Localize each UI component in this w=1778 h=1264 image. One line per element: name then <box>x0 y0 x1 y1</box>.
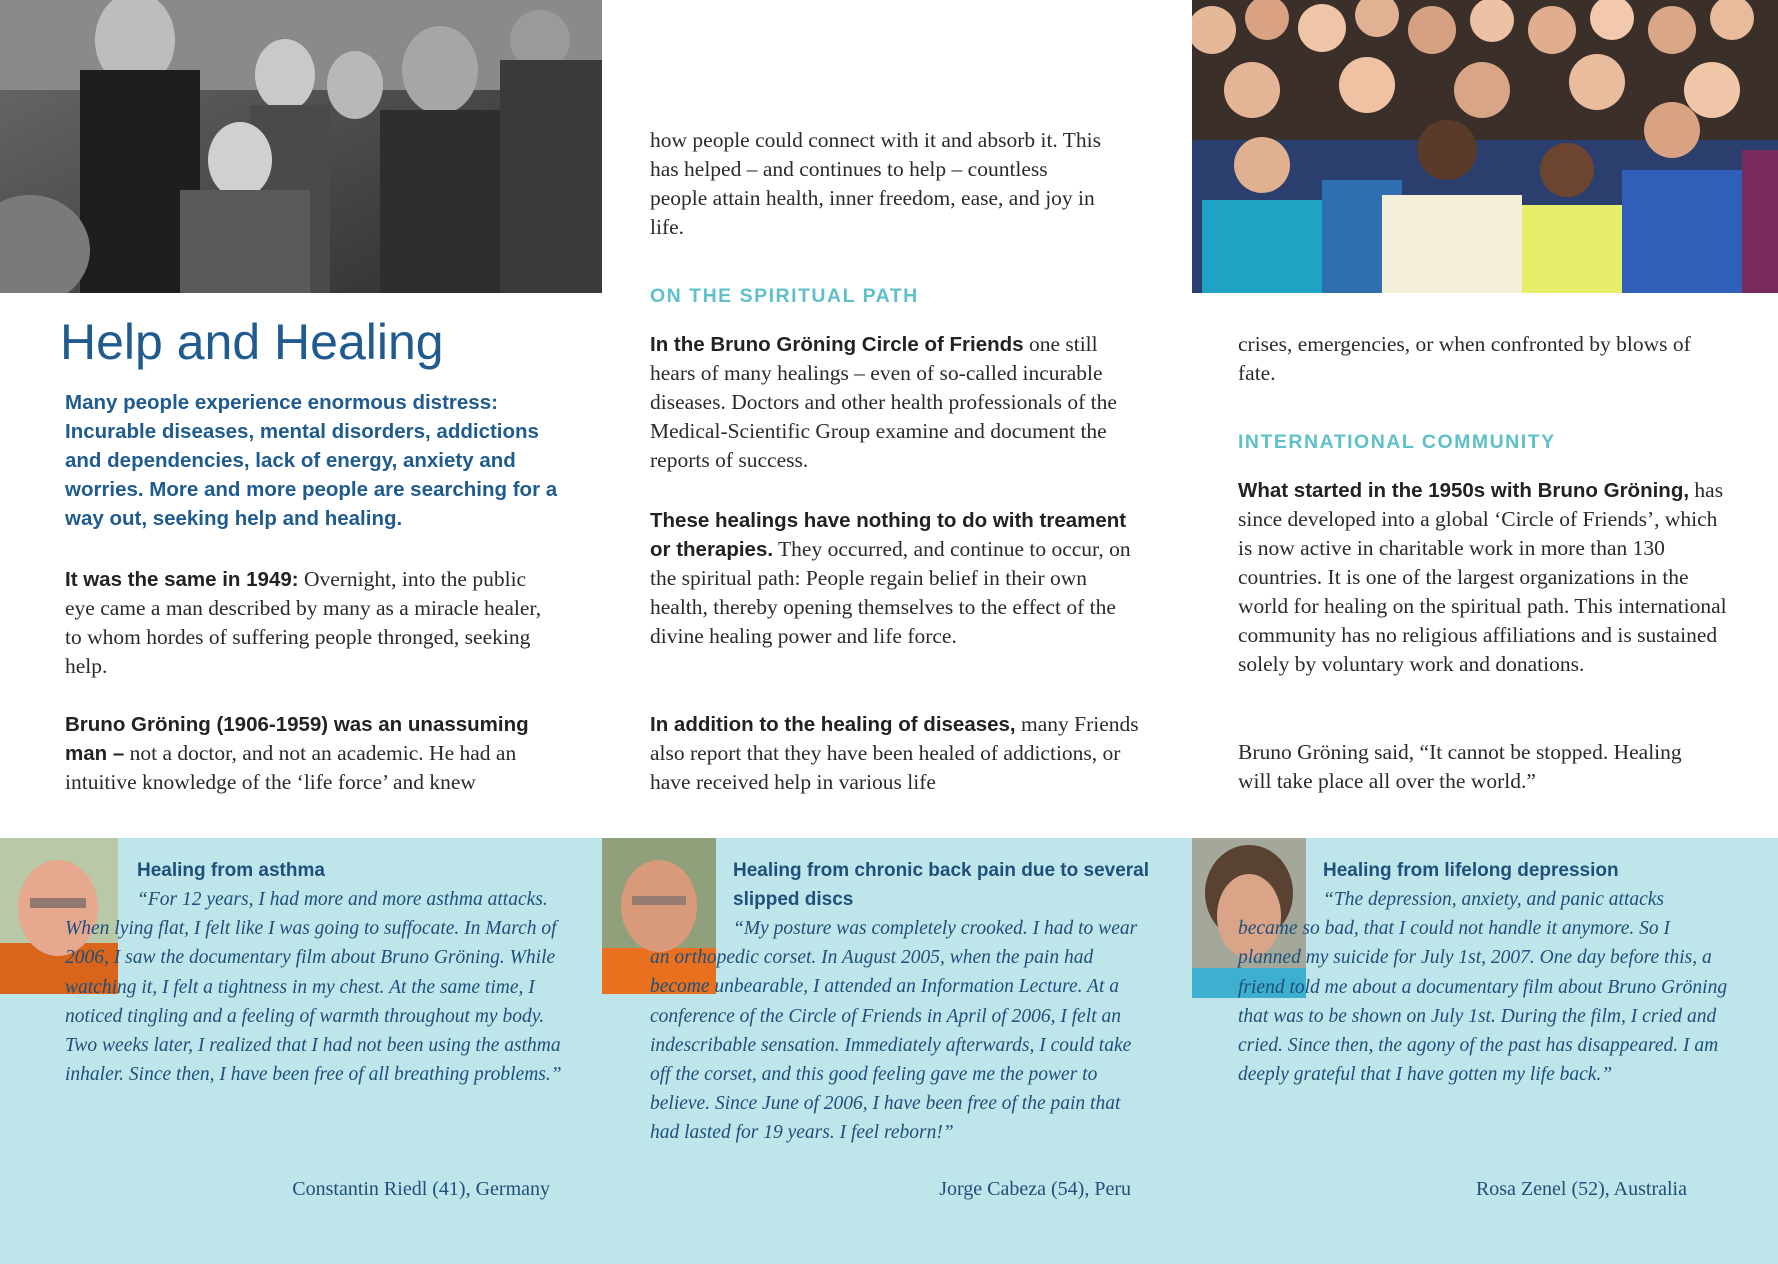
col2-p2-lead: These healings have nothing to do with treament or therapies. <box>650 509 1127 561</box>
col2-p3-lead: In addition to the healing of diseases, <box>650 713 1016 736</box>
testimonial-2-text: “My posture was completely crooked. I had to wear an orthopedic corset. In August 2005, when the pain had become unbearable, I attended an Information Lecture. At a conference of the Circle of Friends in April of 2006, I felt an indescribable sensation. Immediately afterwards, I could take off the corset, and this good feeling gave me the power to believe. Since June of 2006, I have been free of the pain that had lasted for 19 years. I feel reborn!” <box>650 918 1138 1144</box>
testimonial-1-text: “For 12 years, I had more and more asthma attacks. When lying flat, I felt like I was going to suffocate. In March of 2006, I saw the documentary film about Bruno Gröning. While watching it, I felt a tightness in my chest. At the same time, I noticed tingling and a feeling of warmth throughout my body. Two weeks later, I realized that I had not been using the asthma inhaler. Since then, I have been free of all breathing problems.” <box>65 889 562 1086</box>
col2-p1-lead: In the Bruno Gröning Circle of Friends <box>650 333 1024 356</box>
col1-paragraph-1 <box>65 565 555 681</box>
intro-paragraph: Many people experience enormous distress: Incurable diseases, mental disorders, addictions and dependencies, lack of energy, anxiety and worries. More and more people are searching for a way out, seeking help and healing. <box>65 391 558 530</box>
col2-p3-body: many Friends also report that they have been healed of addictions, or have received help in various life <box>650 712 1139 794</box>
col2-paragraph-2 <box>650 506 1140 651</box>
col3-p1-body: has since developed into a global ‘Circle of Friends’, which is now active in charitable work in more than 130 countries. It is one of the largest organizations in the world for healing on the spiritual path. This international community has no religious affiliations and is sustained solely by voluntary work and donations. <box>1238 478 1727 676</box>
col2-p2-body: They occurred, and continue to occur, on the spiritual path: People regain belief in their own health, thereby opening themselves to the effect of the divine healing power and life force. <box>650 537 1131 648</box>
col1-paragraph-2 <box>65 710 555 797</box>
col1-p1-lead: It was the same in 1949: <box>65 568 299 591</box>
col1-p2-body: not a doctor, and not an academic. He had an intuitive knowledge of the ‘life force’ and knew <box>65 741 517 794</box>
international-community-heading: INTERNATIONAL COMMUNITY <box>1238 431 1556 453</box>
international-community-photo <box>1192 0 1778 293</box>
historical-crowd-photo <box>0 0 602 293</box>
spiritual-path-heading: ON THE SPIRITUAL PATH <box>650 285 919 307</box>
col3-paragraph-1 <box>1238 476 1728 679</box>
page-title: Help and Healing <box>60 314 444 370</box>
col2-paragraph-1 <box>650 330 1120 475</box>
testimonial-3-signature: Rosa Zenel (52), Australia <box>1475 1178 1687 1200</box>
testimonial-1-signature: Constantin Riedl (41), Germany <box>292 1178 550 1200</box>
testimonial-2-heading: Healing from chronic back pain due to several slipped discs <box>733 860 1150 910</box>
testimonial-3-text: “The depression, anxiety, and panic attacks became so bad, that I could not handle it anymore. So I planned my suicide for July 1st, 2007. One day before this, a friend told me about a documentary film about Bruno Gröning that was to be shown on July 1st. During the film, I cried and cried. Since then, the agony of the past has disappeared. I am deeply grateful that I have gotten my life back.” <box>1238 889 1728 1086</box>
col1-p2-lead: Bruno Gröning (1906-1959) was an unassuming man – <box>65 713 529 765</box>
testimonial-2-signature: Jorge Cabeza (54), Peru <box>939 1178 1131 1200</box>
testimonial-1-heading: Healing from asthma <box>137 860 325 881</box>
col3-paragraph-0: crises, emergencies, or when confronted by blows of fate. <box>1238 332 1691 385</box>
testimonial-3-heading: Healing from lifelong depression <box>1323 860 1619 881</box>
col3-p1-lead: What started in the 1950s with Bruno Gröning, <box>1238 479 1690 502</box>
col3-paragraph-2: Bruno Gröning said, “It cannot be stopped. Healing will take place all over the world.” <box>1238 740 1682 793</box>
col2-p1-body: one still hears of many healings – even of so-called incurable diseases. Doctors and other health professionals of the Medical-Scientific Group examine and document the reports of success. <box>650 332 1117 472</box>
col2-paragraph-3 <box>650 710 1140 797</box>
col2-paragraph-0: how people could connect with it and absorb it. This has helped – and continues to help – countless people attain health, inner freedom, ease, and joy in life. <box>650 128 1102 239</box>
col1-p1-body: Overnight, into the public eye came a man described by many as a miracle healer, to whom hordes of suffering people thronged, seeking help. <box>65 567 542 678</box>
